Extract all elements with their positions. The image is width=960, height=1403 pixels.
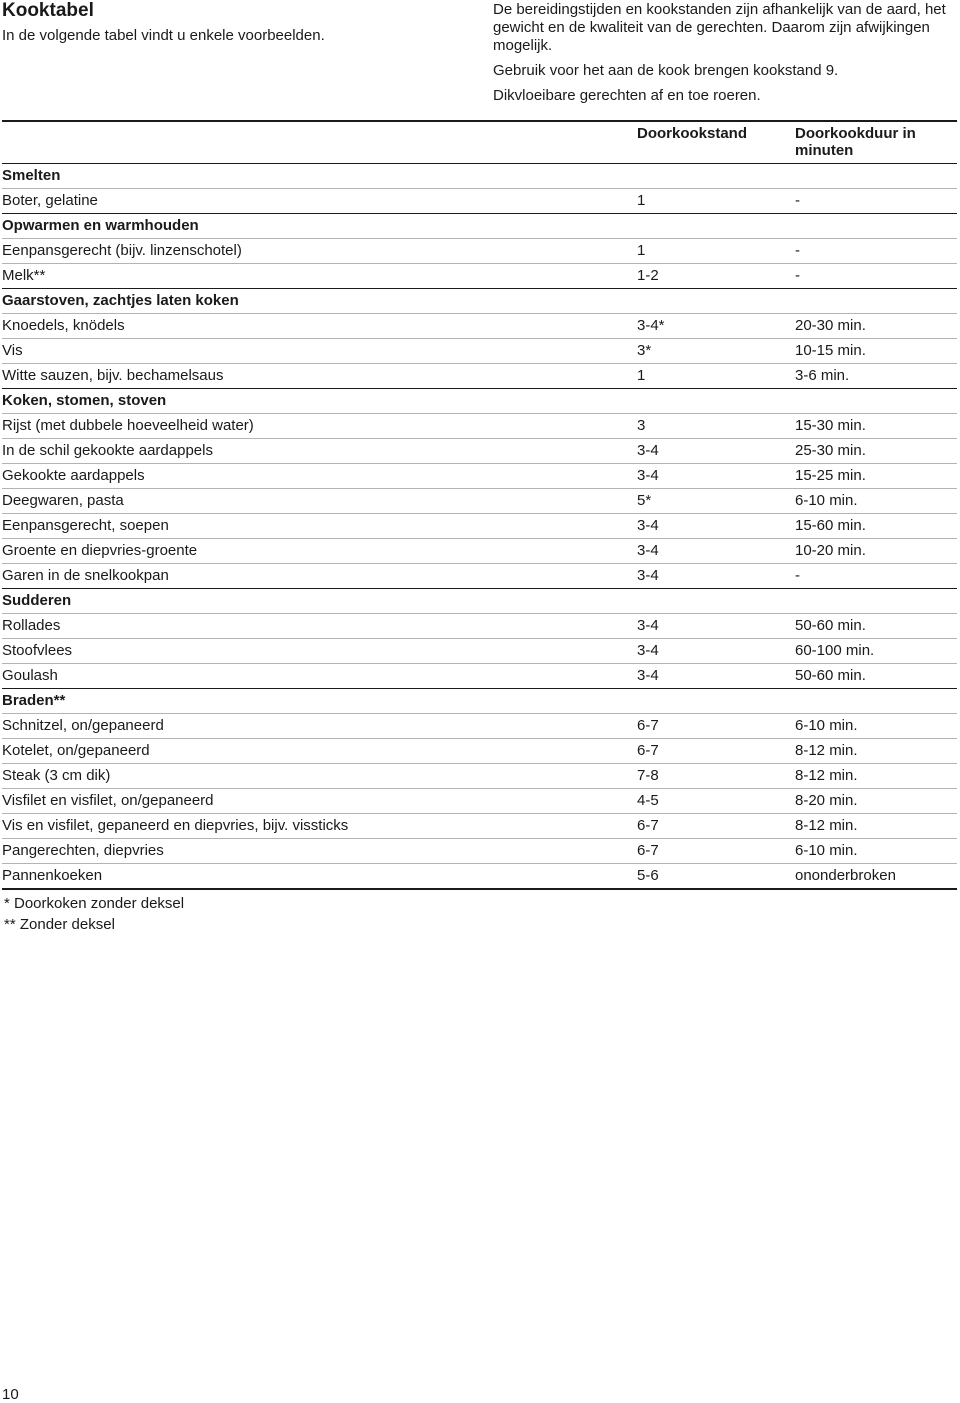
setting-cell: 4-5 xyxy=(637,791,659,809)
page-title: Kooktabel xyxy=(2,0,94,21)
dish-cell: Steak (3 cm dik) xyxy=(2,766,111,784)
duration-cell: 20-30 min. xyxy=(795,316,866,334)
table-row xyxy=(2,638,957,663)
setting-cell: 6-7 xyxy=(637,741,659,759)
duration-cell: 6-10 min. xyxy=(795,716,858,734)
dish-cell: Groente en diepvries-groente xyxy=(2,541,198,559)
table-row xyxy=(2,413,957,438)
table-row xyxy=(2,338,957,363)
setting-cell: 5* xyxy=(637,491,652,509)
setting-cell: 1-2 xyxy=(637,266,659,284)
dish-cell: Boter, gelatine xyxy=(2,191,98,209)
group-heading: Smelten xyxy=(2,166,61,184)
group-heading: Koken, stomen, stoven xyxy=(2,391,167,409)
duration-cell: 6-10 min. xyxy=(795,841,858,859)
table-row xyxy=(2,663,957,688)
dish-cell: Vis en visfilet, gepaneerd en diepvries, bijv. vissticks xyxy=(2,816,349,834)
dish-cell: Pannenkoeken xyxy=(2,866,103,884)
duration-cell: 15-25 min. xyxy=(795,466,866,484)
table-row xyxy=(2,563,957,588)
setting-cell: 3-4 xyxy=(637,516,659,534)
table-row xyxy=(2,263,957,288)
dish-cell: Eenpansgerecht (bijv. linzenschotel) xyxy=(2,241,242,259)
table-group-row xyxy=(2,213,957,238)
table-row xyxy=(2,488,957,513)
duration-cell: 15-60 min. xyxy=(795,516,866,534)
table-row xyxy=(2,463,957,488)
column-header-dish xyxy=(2,121,637,163)
setting-cell: 3-4 xyxy=(637,441,659,459)
table-row xyxy=(2,788,957,813)
intro-text: In de volgende tabel vindt u enkele voorbeelden. xyxy=(2,27,325,44)
table-row xyxy=(2,838,957,863)
dish-cell: In de schil gekookte aardappels xyxy=(2,441,213,459)
dish-cell: Schnitzel, on/gepaneerd xyxy=(2,716,164,734)
dish-cell: Stoofvlees xyxy=(2,641,73,659)
table-row xyxy=(2,738,957,763)
dish-cell: Garen in de snelkookpan xyxy=(2,566,169,584)
duration-cell: 60-100 min. xyxy=(795,641,875,659)
duration-cell: 8-12 min. xyxy=(795,766,858,784)
dish-cell: Pangerechten, diepvries xyxy=(2,841,164,859)
table-row xyxy=(2,613,957,638)
cooking-table xyxy=(2,120,957,890)
duration-cell: - xyxy=(795,566,800,584)
group-heading: Opwarmen en warmhouden xyxy=(2,216,199,234)
duration-cell: 10-15 min. xyxy=(795,341,866,359)
setting-cell: 3-4 xyxy=(637,466,659,484)
duration-cell: 3-6 min. xyxy=(795,366,850,384)
setting-cell: 3-4 xyxy=(637,666,659,684)
table-group-row xyxy=(2,688,957,713)
setting-cell: 3-4 xyxy=(637,641,659,659)
duration-cell: 50-60 min. xyxy=(795,616,866,634)
table-body xyxy=(2,163,957,889)
table-row xyxy=(2,763,957,788)
table-header-row xyxy=(2,121,957,163)
dish-cell: Melk** xyxy=(2,266,46,284)
intro-note-timing: De bereidingstijden en kookstanden zijn afhankelijk van de aard, het gewicht en de kwaliteit van de gerechten. Daarom zijn afwijkingen mogelijk. xyxy=(493,1,946,54)
duration-cell: 8-20 min. xyxy=(795,791,858,809)
dish-cell: Rollades xyxy=(2,616,61,634)
setting-cell: 3-4 xyxy=(637,566,659,584)
duration-cell: 6-10 min. xyxy=(795,491,858,509)
intro-note-stir: Dikvloeibare gerechten af en toe roeren. xyxy=(493,87,761,104)
duration-cell: - xyxy=(795,266,800,284)
setting-cell: 3 xyxy=(637,416,646,434)
column-header-duration: Doorkookduur in minuten xyxy=(795,125,916,159)
table-row xyxy=(2,713,957,738)
footnote-single: * Doorkoken zonder deksel xyxy=(4,895,185,912)
dish-cell: Knoedels, knödels xyxy=(2,316,125,334)
footnote-double: ** Zonder deksel xyxy=(4,916,115,933)
setting-cell: 3-4 xyxy=(637,616,659,634)
setting-cell: 6-7 xyxy=(637,841,659,859)
duration-cell: - xyxy=(795,191,800,209)
duration-cell: 8-12 min. xyxy=(795,741,858,759)
setting-cell: 6-7 xyxy=(637,716,659,734)
duration-cell: 15-30 min. xyxy=(795,416,866,434)
table-row xyxy=(2,438,957,463)
setting-cell: 1 xyxy=(637,241,646,259)
table-row xyxy=(2,363,957,388)
dish-cell: Deegwaren, pasta xyxy=(2,491,124,509)
table-row xyxy=(2,813,957,838)
dish-cell: Vis xyxy=(2,341,23,359)
dish-cell: Kotelet, on/gepaneerd xyxy=(2,741,150,759)
table-row xyxy=(2,513,957,538)
setting-cell: 3-4 xyxy=(637,541,659,559)
setting-cell: 3-4* xyxy=(637,316,665,334)
page-number: 10 xyxy=(2,1386,19,1403)
table-row xyxy=(2,313,957,338)
dish-cell: Eenpansgerecht, soepen xyxy=(2,516,169,534)
duration-cell: - xyxy=(795,241,800,259)
dish-cell: Rijst (met dubbele hoeveelheid water) xyxy=(2,416,254,434)
setting-cell: 1 xyxy=(637,191,646,209)
dish-cell: Visfilet en visfilet, on/gepaneerd xyxy=(2,791,214,809)
duration-cell: ononderbroken xyxy=(795,866,896,884)
duration-cell: 25-30 min. xyxy=(795,441,866,459)
table-row xyxy=(2,188,957,213)
setting-cell: 1 xyxy=(637,366,646,384)
intro-note-boil: Gebruik voor het aan de kook brengen kookstand 9. xyxy=(493,62,839,79)
table-group-row xyxy=(2,163,957,188)
dish-cell: Witte sauzen, bijv. bechamelsaus xyxy=(2,366,224,384)
dish-cell: Goulash xyxy=(2,666,58,684)
table-group-row xyxy=(2,288,957,313)
setting-cell: 3* xyxy=(637,341,652,359)
group-heading: Braden** xyxy=(2,691,66,709)
setting-cell: 7-8 xyxy=(637,766,659,784)
group-heading: Sudderen xyxy=(2,591,72,609)
setting-cell: 5-6 xyxy=(637,866,659,884)
column-header-setting: Doorkookstand xyxy=(637,125,748,142)
dish-cell: Gekookte aardappels xyxy=(2,466,145,484)
table-row xyxy=(2,538,957,563)
group-heading: Gaarstoven, zachtjes laten koken xyxy=(2,291,239,309)
setting-cell: 6-7 xyxy=(637,816,659,834)
footnotes xyxy=(4,893,184,935)
table-row xyxy=(2,863,957,889)
duration-cell: 50-60 min. xyxy=(795,666,866,684)
duration-cell: 10-20 min. xyxy=(795,541,866,559)
table-group-row xyxy=(2,388,957,413)
table-group-row xyxy=(2,588,957,613)
table-row xyxy=(2,238,957,263)
duration-cell: 8-12 min. xyxy=(795,816,858,834)
intro-notes xyxy=(493,1,958,105)
